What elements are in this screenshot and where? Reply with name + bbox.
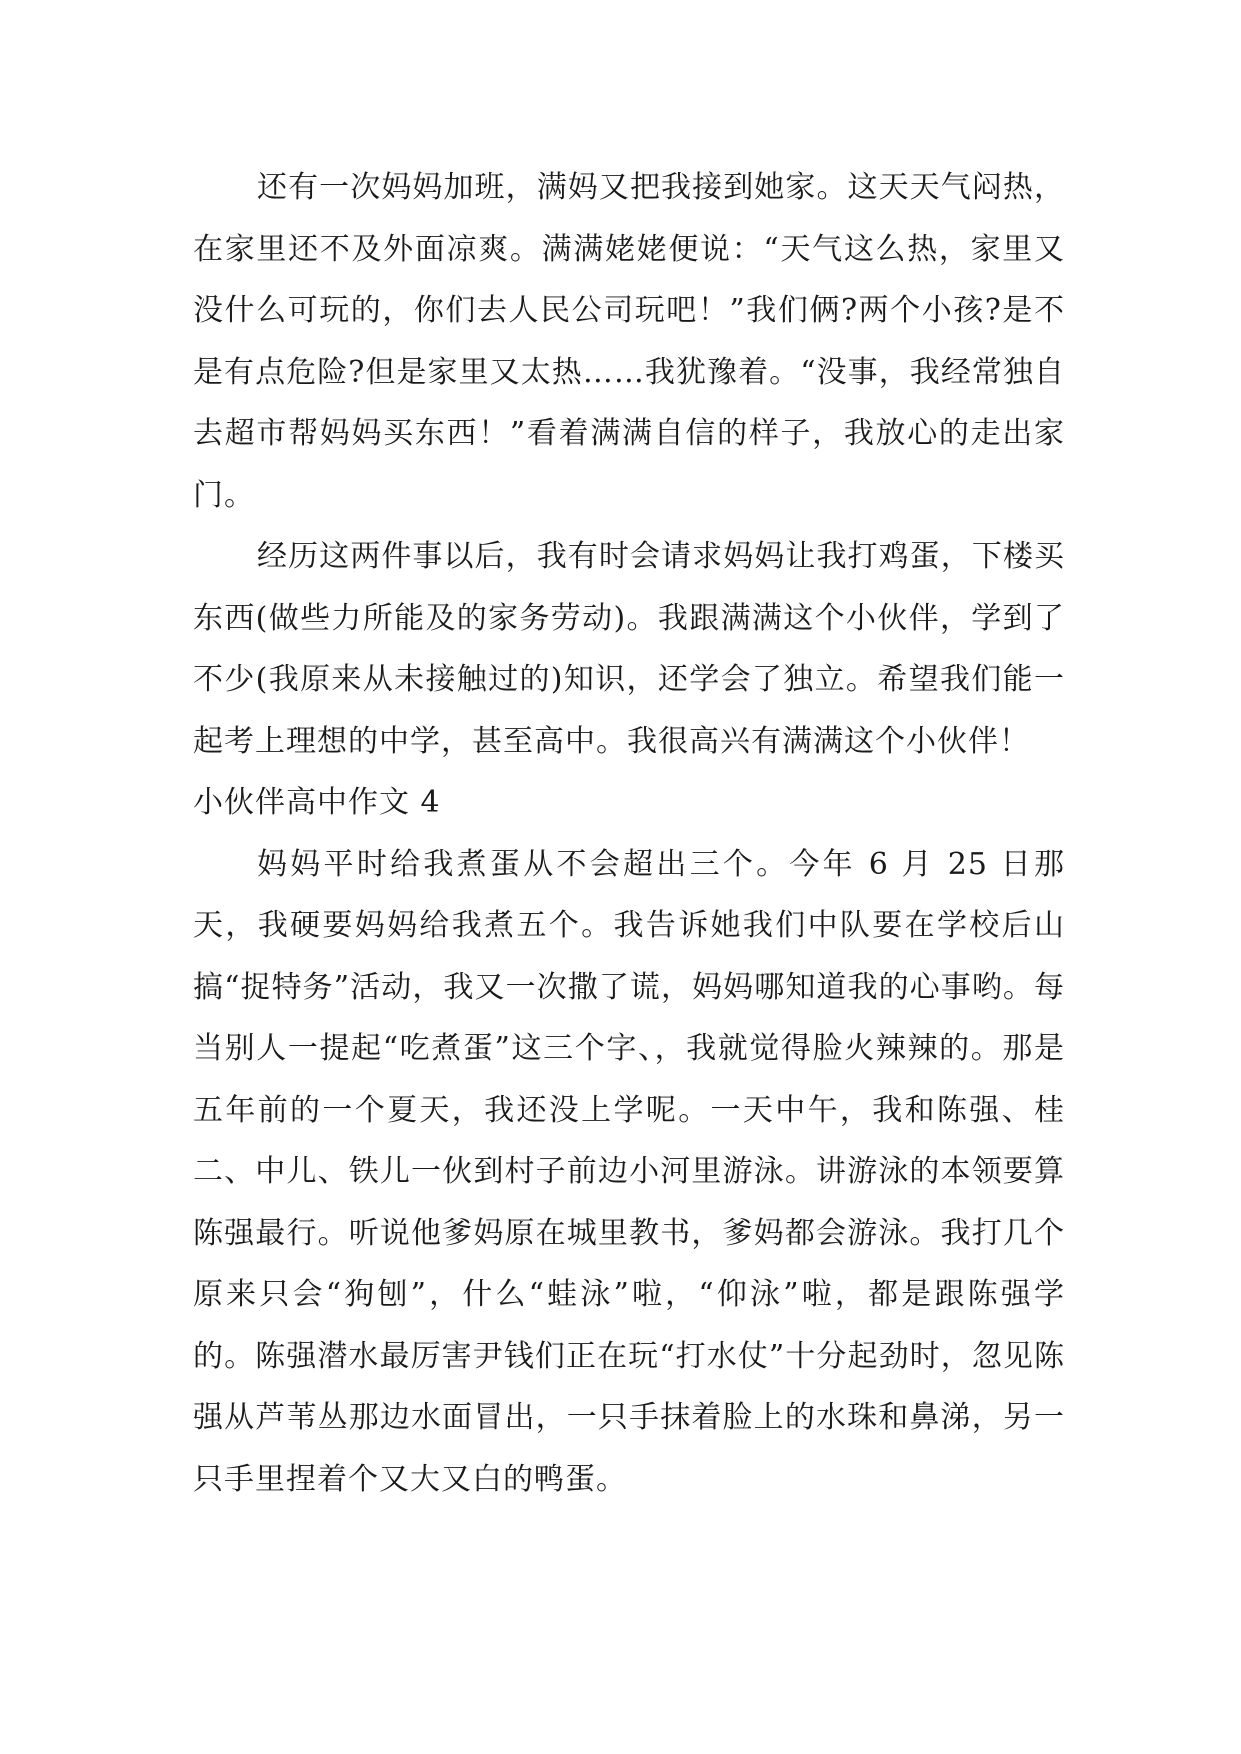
document-body: [193, 157, 1065, 1510]
paragraph-lessons-learned: 经历这两件事以后，我有时会请求妈妈让我打鸡蛋，下楼买东西(做些力所能及的家务劳动)。我跟满满这个小伙伴，学到了不少(我原来从未接触过的)知识，还学会了独立。希望我们能一起考上理想的中学，甚至高中。我很高兴有满满这个小伙伴！: [193, 539, 1065, 759]
paragraph-boiled-eggs-story: 妈妈平时给我煮蛋从不会超出三个。今年 6 月 25 日那天，我硬要妈妈给我煮五个。我告诉她我们中队要在学校后山搞“捉特务”活动，我又一次撒了谎，妈妈哪知道我的心事哟。每当别人一提起“吃煮蛋”这三个字、，我就觉得脸火辣辣的。那是五年前的一个夏天，我还没上学呢。一天中午，我和陈强、桂二、中儿、铁儿一伙到村子前边小河里游泳。讲游泳的本领要算陈强最行。听说他爹妈原在城里教书，爹妈都会游泳。我打几个原来只会“狗刨”，什么“蛙泳”啦，“仰泳”啦，都是跟陈强学的。陈强潜水最厉害尹钱们正在玩“打水仗”十分起劲时，忽见陈强从芦苇丛那边水面冒出，一只手抹着脸上的水珠和鼻涕，另一只手里捏着个又大又白的鸭蛋。: [193, 846, 1065, 1497]
section-title: 小伙伴高中作文 4: [193, 785, 441, 820]
paragraph-overtime-story: 还有一次妈妈加班，满妈又把我接到她家。这天天气闷热，在家里还不及外面凉爽。满满姥姥便说：“天气这么热，家里又没什么可玩的，你们去人民公司玩吧！”我们俩?两个小孩?是不是有点危险?但是家里又太热……我犹豫着。“没事，我经常独自去超市帮妈妈买东西！”看着满满自信的样子，我放心的走出家门。: [193, 170, 1065, 513]
